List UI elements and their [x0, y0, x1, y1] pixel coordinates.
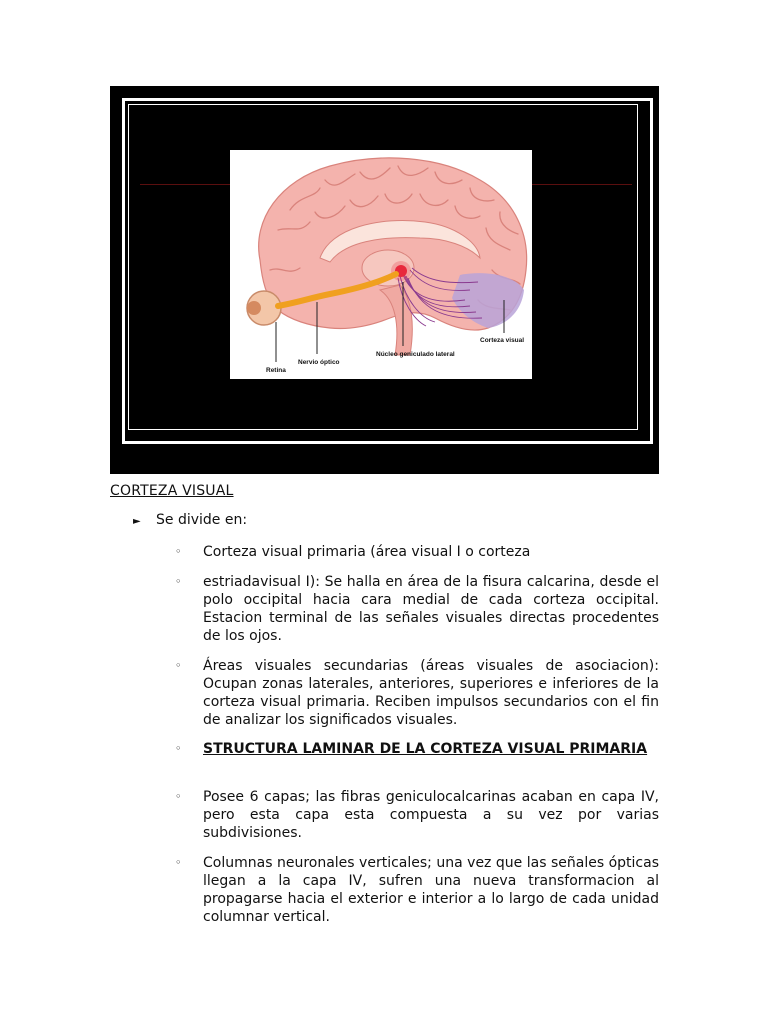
- label-lgn: Núcleo geniculado lateral: [376, 351, 455, 358]
- circle-bullet-icon: ◦: [175, 790, 182, 803]
- circle-bullet-icon: ◦: [175, 742, 182, 755]
- slide-image: [110, 86, 659, 474]
- label-retina: Retina: [266, 367, 286, 374]
- list-item-text: Corteza visual primaria (área visual I o corteza: [203, 544, 531, 560]
- list-item: [175, 657, 659, 729]
- brain-illustration: [230, 150, 532, 379]
- list-item-text: Posee 6 capas; las fibras geniculocalcarinas acaban en capa IV, pero esta capa esta compuesta a su vez por varias subdivisiones.: [203, 789, 659, 841]
- list-item-text: Se divide en:: [156, 512, 248, 528]
- list-item: [175, 854, 659, 926]
- brain-diagram: [230, 150, 532, 379]
- list-item: [175, 740, 659, 758]
- list-item-text: Áreas visuales secundarias (áreas visuales de asociacion): Ocupan zonas laterales, anteriores, superiores e inferiores de la corteza visual primaria. Reciben impulsos secundarios con el fin de analizar los significados visuales.: [203, 658, 659, 728]
- label-visual-cortex: Corteza visual: [480, 337, 525, 344]
- circle-bullet-icon: ◦: [175, 575, 182, 588]
- arrow-bullet-icon: ►: [133, 516, 141, 527]
- list-item: [175, 543, 659, 561]
- circle-bullet-icon: ◦: [175, 856, 182, 869]
- circle-bullet-icon: ◦: [175, 659, 182, 672]
- label-optic-nerve: Nervio óptico: [298, 359, 340, 366]
- section-heading: CORTEZA VISUAL: [110, 483, 234, 499]
- list-item: [175, 573, 659, 645]
- list-item: [175, 788, 659, 842]
- subheading-text: STRUCTURA LAMINAR DE LA CORTEZA VISUAL PRIMARIA: [203, 741, 648, 757]
- list-item-text: Columnas neuronales verticales; una vez que las señales ópticas llegan a la capa IV, sufren una nueva transformacion al propagarse hacia el exterior e interior a lo largo de cada unidad columnar vertical.: [203, 855, 659, 925]
- list-item-level1: [133, 512, 247, 528]
- list-item-text: estriadavisual I): Se halla en área de la fisura calcarina, desde el polo occipital hacia cara medial de cada corteza occipital. Estacion terminal de las señales visuales directas procedentes de los ojos.: [203, 574, 659, 644]
- circle-bullet-icon: ◦: [175, 545, 182, 558]
